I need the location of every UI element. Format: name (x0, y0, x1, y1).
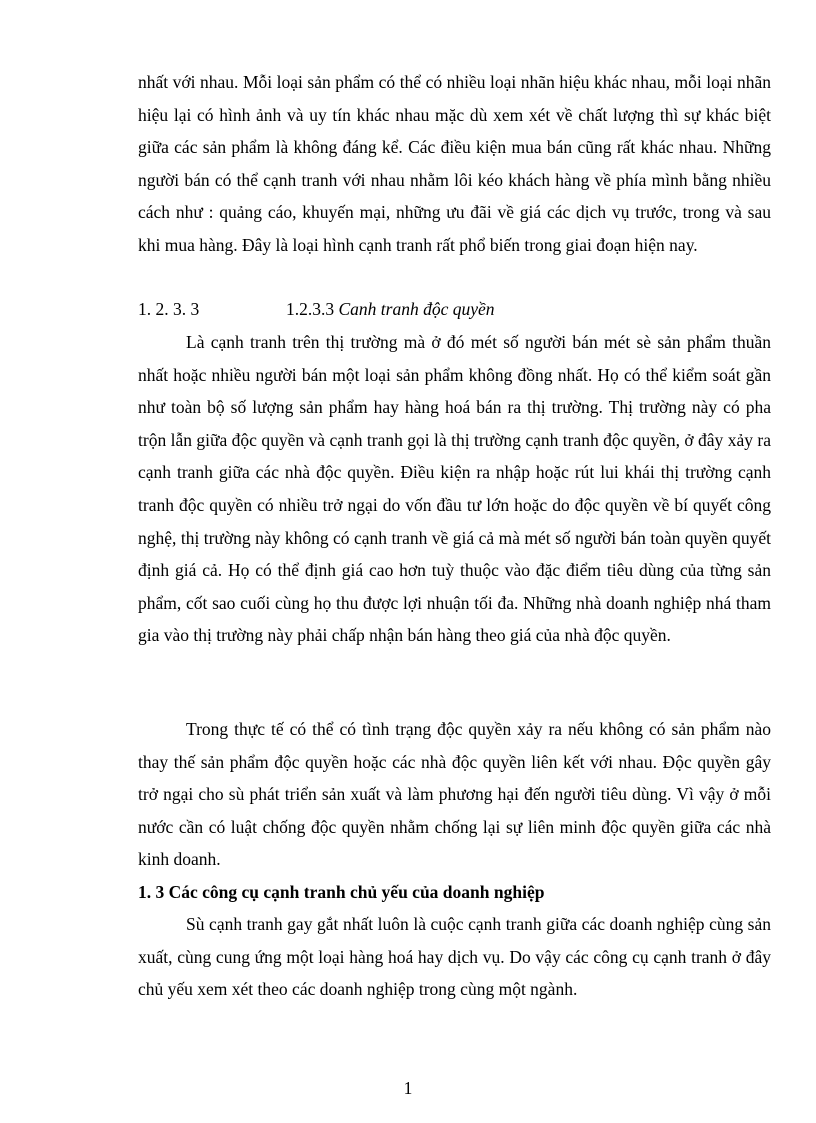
section-title: Các công cụ cạnh tranh chủ yếu của doanh nghiệp (168, 882, 545, 902)
paragraph-market-brands: nhất với nhau. Mỗi loại sản phẩm có thể có nhiều loại nhãn hiệu khác nhau, mỗi loại nhãn hiệu lại có hình ảnh và uy tín khác nhau mặc dù xem xét về chất lượng thì sự khác biệt giữa các sản phẩm là không đáng kể. Các điều kiện mua bán cũng rất khác nhau. Những người bán có thể cạnh tranh với nhau nhằm lôi kéo khách hàng về phía mình bằng nhiều cách như : quảng cáo, khuyến mại, những ưu đãi về giá các dịch vụ trước, trong và sau khi mua hàng. Đây là loại hình cạnh tranh rất phổ biến trong giai đoạn hiện nay. (138, 72, 771, 255)
section-number: 1. 2. 3. 3 (138, 299, 200, 319)
section-heading-1-2-3-3 (138, 293, 771, 326)
paragraph-monopoly-situation: Trong thực tế có thể có tình trạng độc quyền xảy ra nếu không có sản phẩm nào thay thế sản phẩm độc quyền hoặc các nhà độc quyền liên kết với nhau. Độc quyền gây trở ngại cho sù phát triển sản xuất và làm phương hại đến người tiêu dùng. Vì vậy ở mỗi nước cần có luật chống độc quyền nhằm chống lại sự liên minh độc quyền giữa các nhà kinh doanh. (138, 719, 771, 870)
section-number: 1. 3 (138, 882, 165, 902)
section-prefix: 1.2.3.3 (286, 299, 339, 319)
paragraph-monopolistic-competition: Là cạnh tranh trên thị trường mà ở đó mét số người bán mét sè sản phẩm thuần nhất hoặc nhiều người bán một loại sản phẩm không đồng nhất. Họ có thể kiểm soát gần như toàn bộ số lượng sản phẩm hay hàng hoá bán ra thị trường. Thị trường này có pha trộn lẫn giữa độc quyền và cạnh tranh gọi là thị trường cạnh tranh độc quyền, ở đây xảy ra cạnh tranh giữa các nhà độc quyền. Điều kiện ra nhập hoặc rút lui khái thị trường cạnh tranh độc quyền có nhiều trở ngại do vốn đầu tư lớn hoặc do độc quyền về bí quyết công nghệ, thị trường này không có cạnh tranh về giá cả mà mét số người bán toàn quyền quyết định giá cả. Họ có thể định giá cao hơn tuỳ thuộc vào đặc điểm tiêu dùng của từng sản phẩm, cốt sao cuối cùng họ thu được lợi nhuận tối đa. Những nhà doanh nghiệp nhá tham gia vào thị trường này phải chấp nhận bán hàng theo giá của nhà độc quyền. (138, 332, 771, 646)
page-number: 1 (403, 1078, 413, 1098)
section-title: Canh tranh độc quyền (338, 299, 495, 319)
paragraph-competition-tools: Sù cạnh tranh gay gắt nhất luôn là cuộc cạnh tranh giữa các doanh nghiệp cùng sản xuất, cùng cung ứng một loại hàng hoá hay dịch vụ. Do vậy các công cụ cạnh tranh ở đây chủ yếu xem xét theo các doanh nghiệp trong cùng một ngành. (138, 914, 771, 1000)
section-heading-1-3 (138, 876, 771, 909)
